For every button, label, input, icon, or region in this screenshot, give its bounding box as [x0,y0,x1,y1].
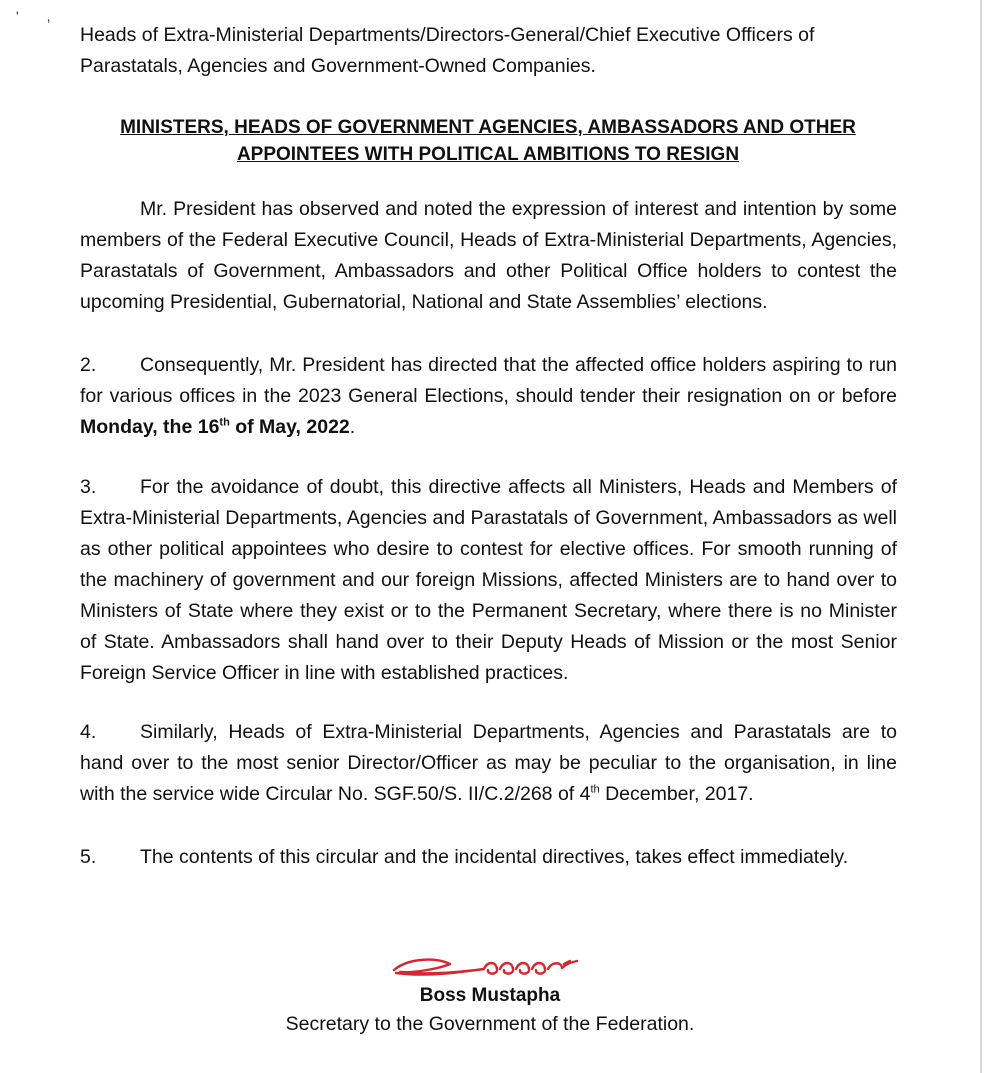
handwritten-signature [388,950,588,984]
paragraph-3-text: For the avoidance of doubt, this directive affects all Ministers, Heads and Members of Extra-Ministerial Departments, Agencies and Parastatals of Government, Ambassadors as well as other political appointees who desire to contest for elective offices. For smooth running of the machinery of government and our foreign Missions, affected Ministers are to hand over to Ministers of State where they exist or to the Permanent Secretary, where there is no Minister of State. Ambassadors shall hand over to their Deputy Heads of Mission or the most Senior Foreign Service Officer in line with established practices. [80,476,897,684]
paragraph-2 [80,350,897,443]
title-line-2: APPOINTEES WITH POLITICAL AMBITIONS TO RESIGN [236,144,740,165]
paragraph-3-number: 3. [80,476,97,498]
paragraph-1 [80,194,897,318]
paragraph-2-text: Consequently, Mr. President has directed that the affected office holders aspiring to run for various offices in the 2023 General Elections, should tender their resignation on or before [80,354,897,407]
paragraph-5-number: 5. [80,846,97,868]
scan-marks: ' , [16,8,63,24]
deadline-part-b: of May, 2022 [229,416,350,438]
paragraph-2-number: 2. [80,354,97,376]
page-edge [980,0,982,1073]
paragraph-5 [80,842,897,873]
paragraph-4-number: 4. [80,721,97,743]
paragraph-2-end: . [349,416,356,438]
paragraph-4-text-a: Similarly, Heads of Extra-Ministerial Departments, Agencies and Parastatals are to hand over to the most senior Director/Officer as may be peculiar to the organisation, in line with the service wide Circular No. SGF.50/S. II/C.2/268 of 4 [80,721,897,805]
paragraph-4 [80,717,897,810]
deadline-ordinal: th [219,416,230,429]
deadline-part-a: Monday, the 16 [80,416,220,438]
paragraph-4-text-b: December, 2017. [599,783,754,805]
paragraph-5-text: The contents of this circular and the incidental directives, takes effect immediately. [140,846,849,868]
resignation-deadline [80,416,350,438]
circular-title [80,114,896,168]
title-line-1: MINISTERS, HEADS OF GOVERNMENT AGENCIES, AMBASSADORS AND OTHER [120,117,856,138]
paragraph-1-text: Mr. President has observed and noted the expression of interest and intention by some members of the Federal Executive Council, Heads of Extra-Ministerial Departments, Agencies, Parastatals of Government, Ambassadors and other Political Office holders to contest the upcoming Presidential, Gubernatorial, National and State Assemblies’ elections. [80,198,897,313]
paragraph-3 [80,472,897,689]
signatory-title: Secretary to the Government of the Federation. [285,1013,695,1035]
paragraph-4-ordinal: th [590,783,600,796]
intro-paragraph: Heads of Extra-Ministerial Departments/Directors-General/Chief Executive Officers of Parastatals, Agencies and Government-Owned Companies. [80,24,815,77]
signatory-name: Boss Mustapha [419,985,561,1006]
